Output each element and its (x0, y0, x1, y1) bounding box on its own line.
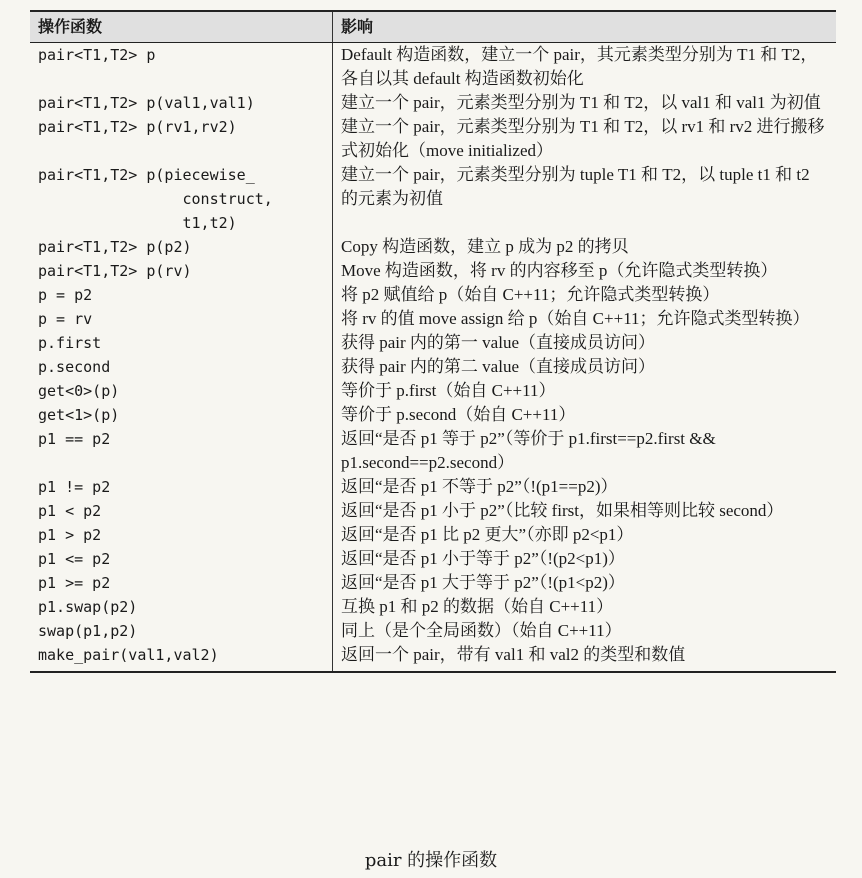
header-effect: 影响 (333, 11, 837, 43)
effect-cell: 获得 pair 内的第一 value（直接成员访问） (341, 333, 655, 352)
table-row (30, 115, 836, 163)
operation-cell: pair<T1,T2> p(val1,val1) (30, 91, 333, 115)
table-row (30, 571, 836, 595)
table-row (30, 523, 836, 547)
effect-cell: 将 p2 赋值给 p（始自 C++11；允许隐式类型转换） (341, 285, 720, 304)
operations-table-container (30, 10, 836, 673)
operation-cell: swap(p1,p2) (30, 619, 333, 643)
table-row (30, 643, 836, 672)
effect-cell: 建立一个 pair，元素类型分别为 T1 和 T2，以 rv1 和 rv2 进行搬移式初始化（move initialized） (341, 117, 825, 160)
operation-cell: pair<T1,T2> p (30, 43, 333, 92)
effect-cell: 返回一个 pair，带有 val1 和 val2 的类型和数值 (333, 643, 837, 672)
effect-cell: 返回“是否 p1 比 p2 更大”（亦即 p2<p1） (341, 525, 634, 544)
table-row (30, 475, 836, 499)
table-row (30, 595, 836, 619)
effect-cell: 等价于 p.second（始自 C++11） (341, 405, 576, 424)
header-operation: 操作函数 (30, 11, 333, 43)
table-row (30, 331, 836, 355)
table-row (30, 163, 836, 235)
effect-cell: 建立一个 pair，元素类型分别为 tuple T1 和 T2，以 tuple t1 和 t2 的元素为初值 (341, 165, 810, 208)
operation-cell: p1 >= p2 (30, 571, 333, 595)
operation-cell: p = p2 (30, 283, 333, 307)
operation-cell: pair<T1,T2> p(rv1,rv2) (30, 115, 333, 163)
effect-cell: 返回“是否 p1 大于等于 p2”（!(p1<p2)） (341, 573, 625, 592)
table-row (30, 499, 836, 523)
effect-cell: Copy 构造函数，建立 p 成为 p2 的拷贝 (341, 237, 629, 256)
effect-cell: 返回“是否 p1 小于 p2”（比较 first，如果相等则比较 second） (341, 501, 784, 520)
effect-cell: 返回“是否 p1 不等于 p2”（!(p1==p2)） (341, 477, 618, 496)
effect-cell: 获得 pair 内的第二 value（直接成员访问） (341, 357, 655, 376)
header-row (30, 11, 836, 43)
operation-cell: make_pair(val1,val2) (30, 643, 333, 672)
operation-cell: pair<T1,T2> p(piecewise_ construct, t1,t2) (30, 163, 333, 235)
pair-operations-table (30, 10, 836, 673)
table-row (30, 403, 836, 427)
operation-cell: pair<T1,T2> p(p2) (30, 235, 333, 259)
table-row (30, 427, 836, 475)
operation-cell: p = rv (30, 307, 333, 331)
operation-cell: p1 != p2 (30, 475, 333, 499)
effect-cell: 将 rv 的值 move assign 给 p（始自 C++11；允许隐式类型转换） (341, 309, 810, 328)
effect-cell: Default 构造函数，建立一个 pair，其元素类型分别为 T1 和 T2，各自以其 default 构造函数初始化 (341, 45, 818, 88)
table-row (30, 235, 836, 259)
effect-cell: 建立一个 pair，元素类型分别为 T1 和 T2，以 val1 和 val1 为初值 (341, 93, 821, 112)
table-row (30, 91, 836, 115)
operation-cell: p1.swap(p2) (30, 595, 333, 619)
operation-cell: p1 > p2 (30, 523, 333, 547)
effect-cell: Move 构造函数，将 rv 的内容移至 p（允许隐式类型转换） (341, 261, 778, 280)
table-header (30, 11, 836, 43)
effect-cell: 返回“是否 p1 小于等于 p2”（!(p2<p1)） (341, 549, 625, 568)
operation-cell: p1 <= p2 (30, 547, 333, 571)
table-caption: pair 的操作函数 (364, 850, 498, 871)
table-row (30, 547, 836, 571)
table-row (30, 283, 836, 307)
operation-cell: p1 < p2 (30, 499, 333, 523)
table-row (30, 619, 836, 643)
table-row (30, 259, 836, 283)
operation-cell: p.first (30, 331, 333, 355)
table-row (30, 307, 836, 331)
effect-cell: 返回“是否 p1 等于 p2”（等价于 p1.first==p2.first && p1.second==p2.second） (341, 429, 716, 472)
operation-cell: get<0>(p) (30, 379, 333, 403)
table-row (30, 355, 836, 379)
operation-cell: p.second (30, 355, 333, 379)
table-row (30, 379, 836, 403)
effect-cell: 互换 p1 和 p2 的数据（始自 C++11） (341, 597, 614, 616)
table-row (30, 43, 836, 92)
table-body (30, 43, 836, 673)
effect-cell: 同上（是个全局函数）（始自 C++11） (341, 621, 622, 640)
operation-cell: get<1>(p) (30, 403, 333, 427)
operation-cell: p1 == p2 (30, 427, 333, 475)
operation-cell: pair<T1,T2> p(rv) (30, 259, 333, 283)
effect-cell: 等价于 p.first（始自 C++11） (341, 381, 556, 400)
